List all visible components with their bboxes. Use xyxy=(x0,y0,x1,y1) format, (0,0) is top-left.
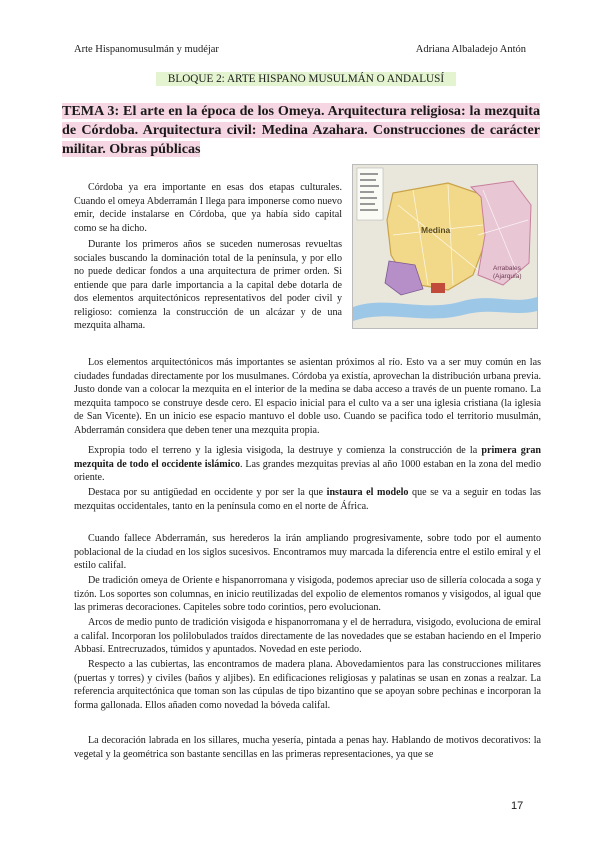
block-title: BLOQUE 2: ARTE HISPANO MUSULMÁN O ANDALUSÍ xyxy=(156,72,456,86)
paragraph-4-start: Expropia todo el terreno y la iglesia visigoda, la destruye y comienza la construcción de la xyxy=(88,445,482,456)
map-graphic xyxy=(353,165,537,328)
paragraph-6: Cuando fallece Abderramán, sus herederos la irán ampliando progresivamente, sobre todo por el aumento poblacional de la ciudad en los siglos sucesivos. Encontramos muy marcada la diferencia entre el estilo emiral y el estilo califal. xyxy=(74,533,541,571)
page-number: 17 xyxy=(511,800,524,812)
paragraph-3: Los elementos arquitectónicos más importantes se asientan próximos al río. Esto va a ser muy común en las ciudades fundadas directamente por los musulmanes. Córdoba ya existía, aprovechan la distribución urbana previa. Justo donde van a colocar la mezquita en el interior de la medina se daba acceso a través de un puente romano. La mezquita tampoco se construye desde cero. El espacio inicial para el culto va a ser una iglesia cristiana (la iglesia de San Vicente). En un inicio ese espacio mantuvo el doble uso. Cuando se pacifica todo el territorio musulmán, Abderramán considera que deben tener una mezquita propia. xyxy=(74,357,541,436)
paragraph-9: Respecto a las cubiertas, las encontramos de madera plana. Abovedamientos para las construcciones militares (puertas y torres) y civiles (baños y aljibes). En edificaciones religiosas y palatinas se usan en zonas a realzar. La referencia arquitectónica que toman son las cúpulas de tipo bizantino que se apoyan sobre pechinas e incorporan la forma gallonada. Ellos añaden como novedad la bóveda califal. xyxy=(74,659,541,711)
topic-title-text: TEMA 3: El arte en la época de los Omeya. Arquitectura religiosa: la mezquita de Córdoba. Arquitectura civil: Medina Azahara. Construcciones de carácter militar. Obras públicas xyxy=(62,103,540,157)
paragraph-2: Durante los primeros años se suceden numerosas revueltas sociales buscando la dominación total de la península, y por ello no puede dedicar fondos a una arquitectura de primer orden. Si entiende que para darle importancia a la capital debe dotarla de dos elementos arquitectónicos representativos del poder civil y religioso: comienza la construcción de un alcázar y de una mezquita alhama. xyxy=(74,239,342,331)
map-label-arrabales: Arrabales (Ajarquía) xyxy=(493,265,522,280)
paragraph-7: De tradición omeya de Oriente e hispanorromana y visigoda, podemos apreciar uso de sillería colocada a soga y tizón. Los soportes son columnas, en inicio reutilizadas del expolio de elementos romanos y visigodos, al igual que las primeras decoraciones. Capiteles sobre todo corintios, pero evolucionan. xyxy=(74,575,541,613)
paragraph-8: Arcos de medio punto de tradición visigoda e hispanorromana y el de herradura, visigodo, evoluciona de emiral a califal. Incorporan los polilobulados traídos directamente de las novedades que se estaban haciendo en el Imperio Abbasí. Entrecruzados, túmidos y apuntados. Novedad en este periodo. xyxy=(74,617,541,655)
paragraph-1: Córdoba ya era importante en esas dos etapas culturales. Cuando el omeya Abderramán I llega para imponerse como nuevo emir, decide instalarse en Córdoba, que ya había sido capital como se ha dicho. xyxy=(74,182,342,234)
header-author: Adriana Albaladejo Antón xyxy=(415,44,526,55)
topic-title xyxy=(62,102,540,159)
paragraph-5-end: que se va a seguir en todas las mezquitas occidentales, tanto en la península como en el norte de África. xyxy=(74,487,541,512)
paragraph-4-end: . Las grandes mezquitas previas al año 1000 estaban en la zona del medio oriente. xyxy=(74,458,541,483)
cordoba-map-image xyxy=(352,164,538,329)
paragraph-5-bold: instaura el modelo xyxy=(326,487,409,498)
header-course: Arte Hispanomusulmán y mudéjar xyxy=(74,44,219,55)
paragraph-10: La decoración labrada en los sillares, mucha yesería, pintada a penas hay. Hablando de motivos decorativos: la vegetal y la geométrica son bastante sencillas en las primeras representaciones, ya que se xyxy=(74,735,541,760)
paragraph-5 xyxy=(74,486,541,513)
paragraph-4-bold: primera gran mezquita de todo el occidente islámico xyxy=(74,445,541,470)
paragraph-5-start: Destaca por su antigüedad en occidente y por ser la que xyxy=(88,487,327,498)
paragraph-4 xyxy=(74,444,541,485)
map-label-medina: Medina xyxy=(421,225,451,235)
